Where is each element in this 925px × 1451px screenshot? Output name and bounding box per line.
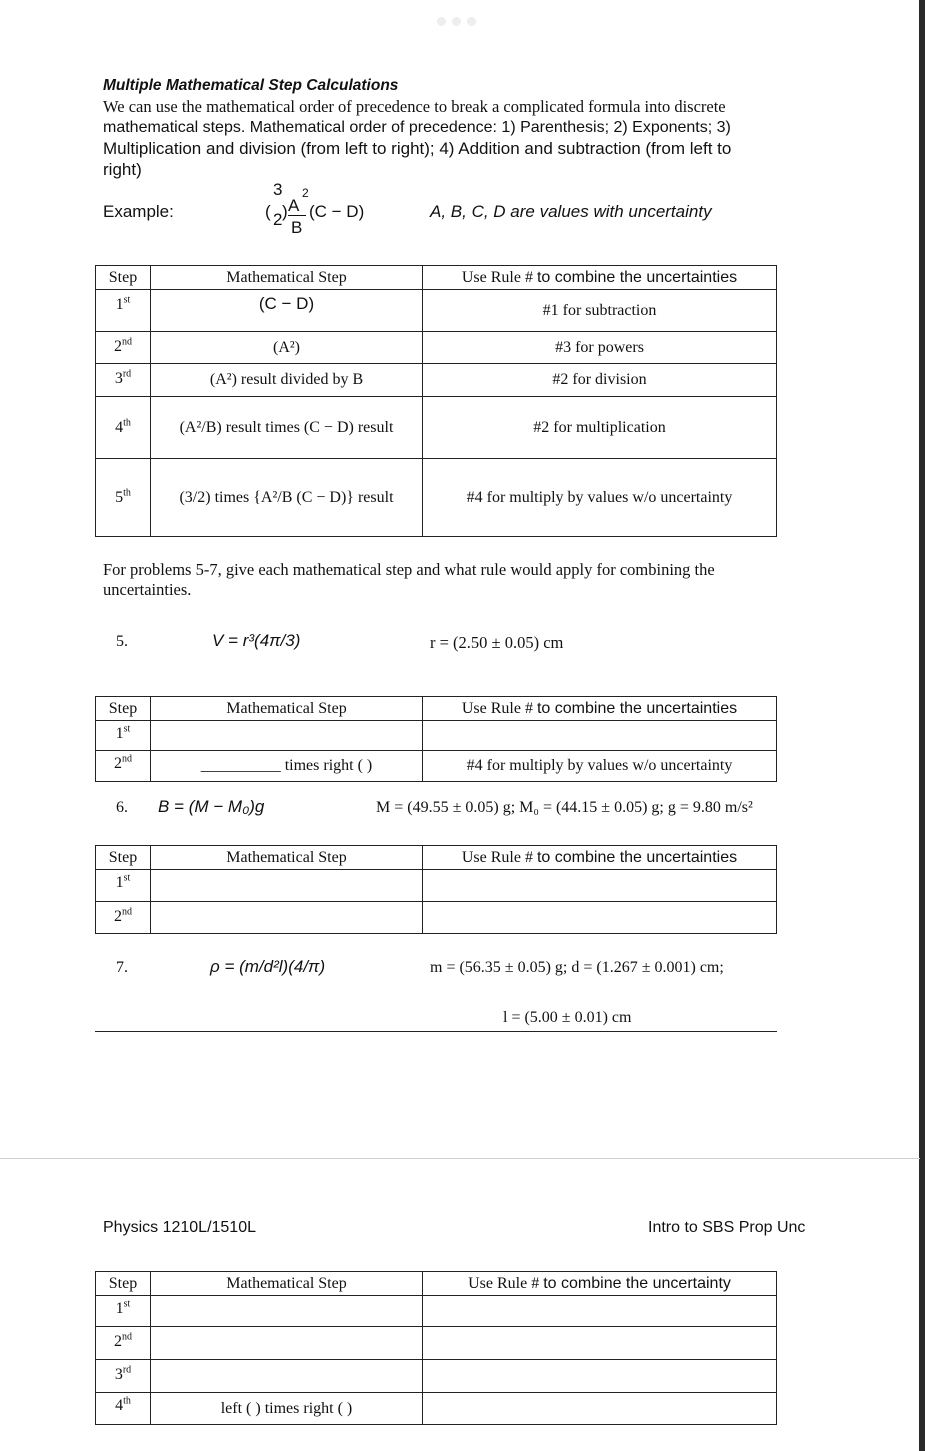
rule-cell: #1 for subtraction [423, 290, 777, 332]
exponent: 2 [302, 186, 309, 200]
problems-intro [103, 560, 803, 600]
example-table [95, 265, 777, 537]
problem6-table [95, 845, 777, 934]
cd-term: (C − D) [309, 202, 365, 221]
page-break [0, 1158, 920, 1159]
step-cell: 2nd [96, 332, 151, 364]
table-row [96, 1393, 777, 1425]
math-cell: (A²/B) result times (C − D) result [151, 397, 423, 459]
example-formula: 3 ( 2 ) A 2 B (C − D) [265, 180, 365, 237]
table-row [96, 1296, 777, 1327]
rule-input-cell[interactable] [423, 1393, 777, 1425]
step-cell: 2nd [96, 902, 151, 934]
rule-input-cell[interactable] [423, 870, 777, 902]
header-rule: Use Rule # to combine the uncertainties [423, 846, 777, 870]
problem5-formula: V = r³(4π/3) [212, 631, 301, 650]
header-rule: Use Rule # to combine the uncertainties [423, 697, 777, 721]
header-rule: Use Rule # to combine the uncertainty [423, 1272, 777, 1296]
table-row [96, 332, 777, 364]
rule-cell: #4 for multiply by values w/o uncertainty [423, 751, 777, 782]
frac-numerator: 3 [273, 180, 283, 199]
problem-number: 5. [116, 633, 128, 650]
footer-course: Physics 1210L/1510L [103, 1219, 256, 1236]
math-input-cell[interactable] [151, 902, 423, 934]
step-cell: 3rd [96, 1360, 151, 1393]
var-a: A [288, 196, 300, 215]
dot [467, 17, 476, 26]
problem-number: 7. [116, 959, 128, 976]
table-row [96, 751, 777, 782]
header-math: Mathematical Step [151, 266, 423, 290]
window-dots [437, 17, 476, 26]
step-cell: 1st [96, 1296, 151, 1327]
intro-line: We can use the mathematical order of precedence to break a complicated formula into discrete [103, 97, 726, 116]
step-cell: 4th [96, 1393, 151, 1425]
dot [452, 17, 461, 26]
table-row [96, 870, 777, 902]
dot [437, 17, 446, 26]
header-step: Step [96, 1272, 151, 1296]
step-cell: 5th [96, 459, 151, 537]
example-note: A, B, C, D are values with uncertainty [430, 202, 712, 221]
math-cell: (3/2) times {A²/B (C − D)} result [151, 459, 423, 537]
page2-table [95, 1271, 777, 1425]
table-row [96, 1327, 777, 1360]
step-cell: 4th [96, 397, 151, 459]
problem-number: 6. [116, 799, 128, 816]
problems-intro-line: uncertainties. [103, 580, 192, 599]
problem7-given: l = (5.00 ± 0.01) cm [503, 1009, 632, 1026]
var-b: B [291, 218, 303, 237]
math-input-cell[interactable]: left ( ) times right ( ) [151, 1393, 423, 1425]
header-math: Mathematical Step [151, 846, 423, 870]
rule-input-cell[interactable] [423, 1327, 777, 1360]
problem6-given: M = (49.55 ± 0.05) g; M₀ = (44.15 ± 0.05) g; g = 9.80 m/s² [376, 799, 753, 816]
rule-cell: #2 for division [423, 364, 777, 397]
rule-input-cell[interactable] [423, 1360, 777, 1393]
example-label: Example: [103, 202, 174, 221]
math-input-cell[interactable]: __________ times right ( ) [151, 751, 423, 782]
section-title: Multiple Mathematical Step Calculations [103, 77, 399, 94]
header-math: Mathematical Step [151, 1272, 423, 1296]
rule-input-cell[interactable] [423, 721, 777, 751]
intro-line: right) [103, 160, 142, 179]
intro-line: Multiplication and division (from left to right); 4) Addition and subtraction (from left to [103, 139, 732, 158]
step-cell: 2nd [96, 751, 151, 782]
math-cell: (C − D) [151, 290, 423, 332]
problem5-given: r = (2.50 ± 0.05) cm [430, 633, 564, 652]
problem6-formula: B = (M − M₀)g [158, 797, 265, 816]
math-input-cell[interactable] [151, 721, 423, 751]
step-cell: 3rd [96, 364, 151, 397]
problem7-formula: ρ = (m/d²l)(4/π) [210, 957, 326, 976]
rule-input-cell[interactable] [423, 902, 777, 934]
step-cell: 1st [96, 721, 151, 751]
rule-cell: #4 for multiply by values w/o uncertainty [423, 459, 777, 537]
table-row [96, 397, 777, 459]
step-cell: 1st [96, 870, 151, 902]
math-cell: (A²) result divided by B [151, 364, 423, 397]
problem5-table [95, 696, 777, 782]
intro-line: mathematical steps. Mathematical order of precedence: 1) Parenthesis; 2) Exponents; 3) [103, 119, 731, 136]
footer-title: Intro to SBS Prop Unc [648, 1219, 806, 1236]
scrollbar[interactable] [919, 0, 925, 1451]
table-row [96, 290, 777, 332]
intro-section [103, 75, 823, 180]
header-math: Mathematical Step [151, 697, 423, 721]
divider [95, 1031, 777, 1032]
table-row [96, 902, 777, 934]
rule-input-cell[interactable] [423, 1296, 777, 1327]
problem7-given: m = (56.35 ± 0.05) g; d = (1.267 ± 0.001) cm; [430, 959, 724, 976]
math-cell: (A²) [151, 332, 423, 364]
math-input-cell[interactable] [151, 1327, 423, 1360]
rule-cell: #3 for powers [423, 332, 777, 364]
math-input-cell[interactable] [151, 1296, 423, 1327]
step-cell: 2nd [96, 1327, 151, 1360]
table-row [96, 364, 777, 397]
table-row [96, 721, 777, 751]
math-input-cell[interactable] [151, 1360, 423, 1393]
header-step: Step [96, 266, 151, 290]
header-rule: Use Rule # to combine the uncertainties [423, 266, 777, 290]
math-input-cell[interactable] [151, 870, 423, 902]
rule-cell: #2 for multiplication [423, 397, 777, 459]
step-cell: 1st [96, 290, 151, 332]
problems-intro-line: For problems 5-7, give each mathematical step and what rule would apply for combining the [103, 560, 715, 579]
header-step: Step [96, 697, 151, 721]
header-step: Step [96, 846, 151, 870]
frac-denominator: 2 [273, 210, 283, 229]
table-row [96, 459, 777, 537]
table-row [96, 1360, 777, 1393]
